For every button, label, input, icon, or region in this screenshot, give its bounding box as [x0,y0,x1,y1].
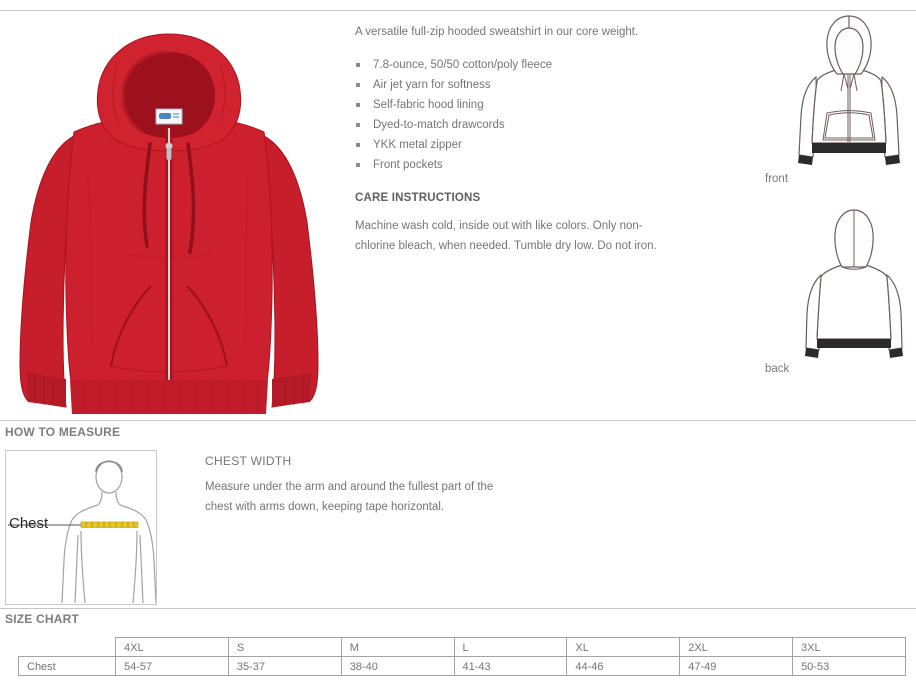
size-value-cell: 50-53 [793,657,906,676]
chest-width-heading: CHEST WIDTH [205,454,292,468]
size-value-cell: 54-57 [116,657,229,676]
feature-item: Dyed-to-match drawcords [355,115,685,135]
feature-item: Self-fabric hood lining [355,95,685,115]
size-value-cell: 41-43 [454,657,567,676]
chest-width-text: Measure under the arm and around the fullest part of the chest with arms down, keeping tape horizontal. [205,481,494,513]
back-view-drawing [797,207,911,362]
product-intro: A versatile full-zip hooded sweatshirt in our core weight. [355,26,639,38]
size-header-cell: L [454,638,567,657]
how-to-measure-divider [0,420,916,421]
size-value-cell: 35-37 [228,657,341,676]
size-value-cell: 44-46 [567,657,680,676]
front-view-label: front [765,173,789,185]
size-header-cell: 2XL [680,638,793,657]
how-to-measure-heading: HOW TO MEASURE [5,425,121,439]
chest-width-block [205,454,535,517]
feature-list [355,55,685,175]
care-instructions-heading: CARE INSTRUCTIONS [355,192,481,204]
care-instructions-text: Machine wash cold, inside out with like colors. Only non-chlorine bleach, when needed. Tumble dry low. Do not iron. [355,220,657,252]
chest-figure-label: Chest [9,515,49,532]
feature-item: Front pockets [355,155,685,175]
feature-item: 7.8-ounce, 50/50 cotton/poly fleece [355,55,685,75]
row-label-cell: Chest [19,657,116,676]
size-header-cell: S [228,638,341,657]
size-chart-divider [0,608,916,609]
brand-tag [156,109,182,124]
size-chart-table [18,637,906,676]
product-description [355,24,685,256]
feature-item: YKK metal zipper [355,135,685,155]
front-view-drawing [788,13,910,171]
size-header-cell: 4XL [116,638,229,657]
size-header-cell: M [341,638,454,657]
size-header-cell: 3XL [793,638,906,657]
size-chart-heading: SIZE CHART [5,612,79,626]
chest-measure-row [19,657,906,676]
back-view-label: back [765,363,790,375]
product-photo-red-hoodie [8,24,330,416]
size-header-row [19,638,906,657]
corner-cell [19,638,116,657]
feature-item: Air jet yarn for softness [355,75,685,95]
size-value-cell: 38-40 [341,657,454,676]
size-value-cell: 47-49 [680,657,793,676]
red-hoodie-illustration [8,24,330,416]
size-header-cell: XL [567,638,680,657]
top-divider [0,10,916,11]
